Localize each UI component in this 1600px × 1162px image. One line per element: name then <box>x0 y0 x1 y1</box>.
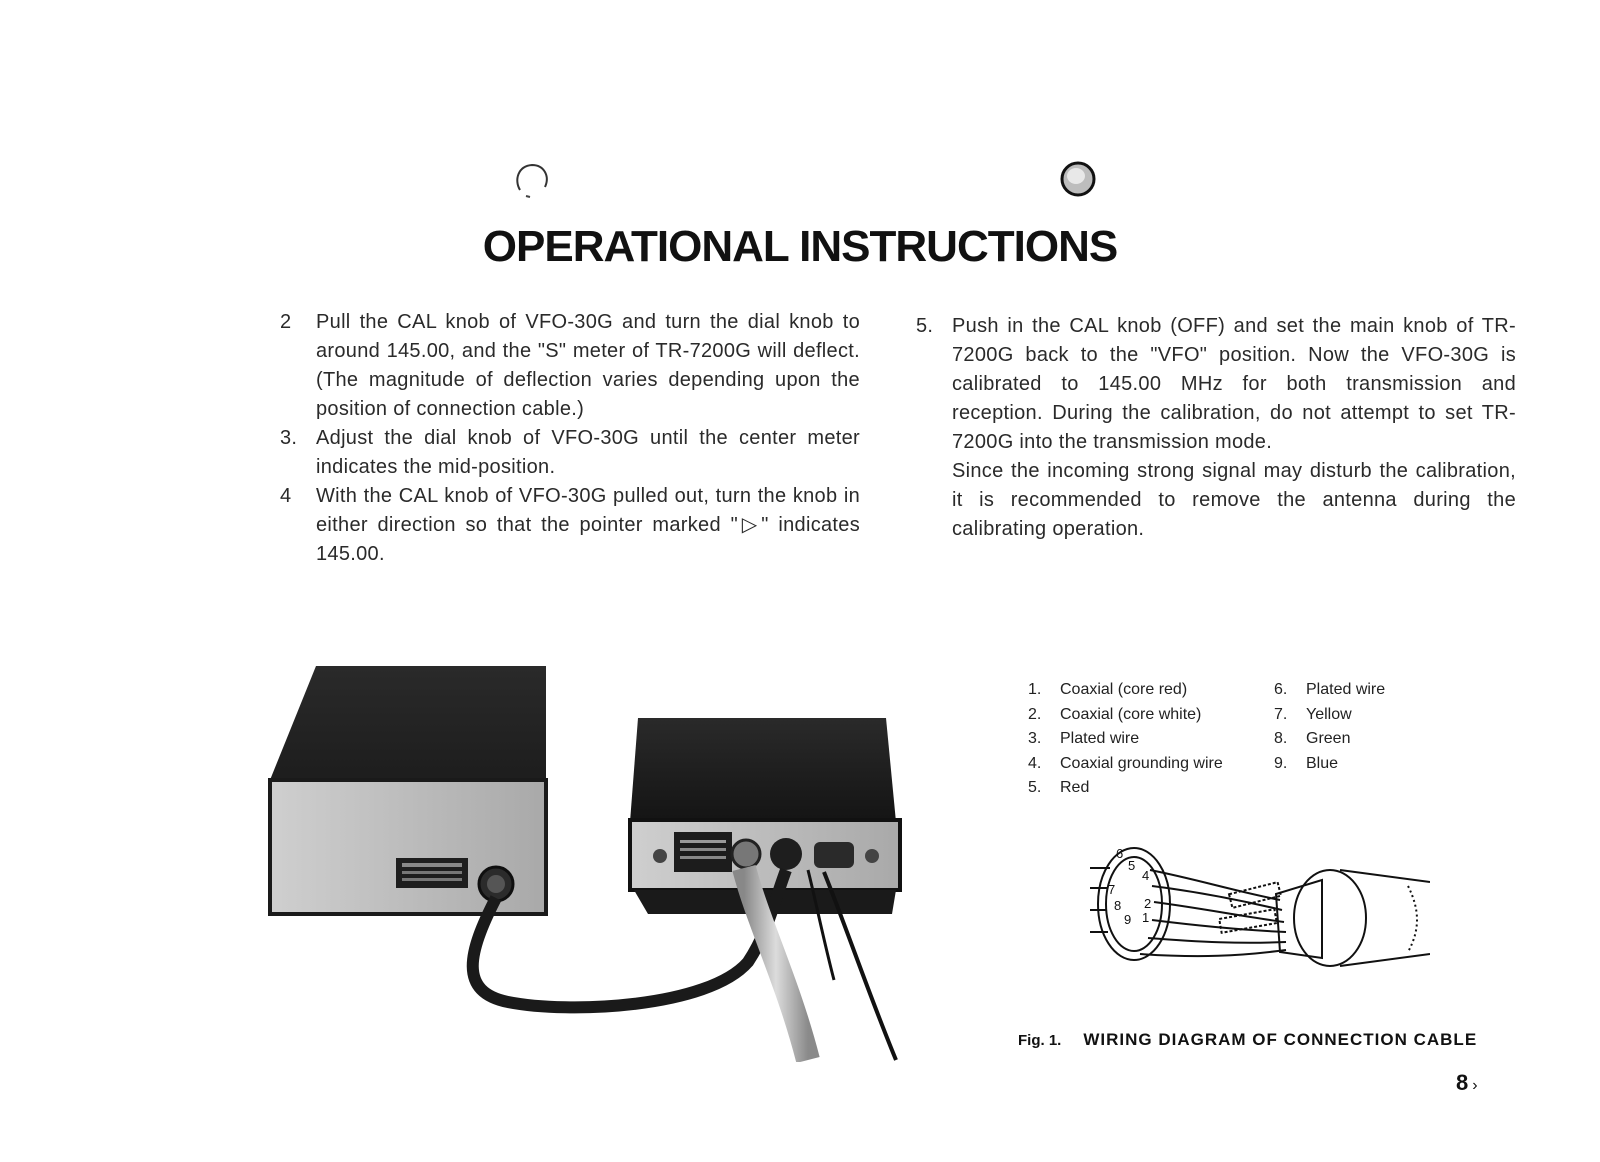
pin-label: 1 <box>1142 910 1150 925</box>
legend-item: 7. Yellow <box>1274 705 1352 723</box>
pin-label: 8 <box>1114 898 1122 913</box>
transceiver-unit <box>630 718 900 914</box>
page-title: OPERATIONAL INSTRUCTIONS <box>482 222 1118 271</box>
legend-item: 4. Coaxial grounding wire <box>1028 754 1223 772</box>
pin-label: 4 <box>1142 868 1150 883</box>
legend-column-2 <box>1274 678 1385 776</box>
vfo-unit <box>270 666 546 914</box>
step-number: 3. <box>280 427 298 449</box>
wiring-diagram <box>1090 830 1430 990</box>
step-text: Pull the CAL knob of VFO-30G and turn the dial knob to around 145.00, and the "S" meter of TR-7200G will deflect. (The magnitude of deflection varies depending upon the position of connection cable.) <box>316 311 860 420</box>
figure-title: WIRING DIAGRAM OF CONNECTION CABLE <box>1083 1030 1478 1049</box>
figure-number: Fig. 1. <box>1018 1032 1062 1049</box>
page-arrow-icon: › <box>1472 1077 1478 1094</box>
legend-column-1 <box>1028 678 1223 801</box>
equipment-photo <box>268 662 928 1062</box>
step-2 <box>280 308 860 424</box>
instructions-right-column <box>916 312 1516 544</box>
step-3 <box>280 424 860 482</box>
pin-label: 5 <box>1128 858 1136 873</box>
legend-item: 3. Plated wire <box>1028 730 1140 747</box>
punch-hole-right <box>1056 158 1100 202</box>
step-note: Since the incoming strong signal may disturb the calibration, it is recommended to remove the antenna during the calibrating operation. <box>952 460 1516 540</box>
page-number: 8 › <box>1456 1070 1478 1095</box>
pin-label: 9 <box>1124 912 1132 927</box>
figure-caption <box>1018 1030 1477 1050</box>
pin-label: 6 <box>1116 846 1124 861</box>
instructions-left-column <box>280 308 860 569</box>
legend-item: 2. Coaxial (core white) <box>1028 705 1202 723</box>
pin-label: 7 <box>1108 882 1116 897</box>
step-text: With the CAL knob of VFO-30G pulled out, turn the knob in either direction so that the pointer marked "▷" indicates 145.00. <box>316 485 860 565</box>
legend-item: 5. Red <box>1028 779 1090 796</box>
step-4 <box>280 482 860 569</box>
pin-label: 2 <box>1144 896 1152 911</box>
step-number: 4 <box>280 485 292 507</box>
punch-hole-left <box>512 160 552 202</box>
step-number: 5. <box>916 315 934 337</box>
step-text: Adjust the dial knob of VFO-30G until the center meter indicates the mid-position. <box>316 427 860 478</box>
step-5 <box>916 312 1516 544</box>
legend-item: 9. Blue <box>1274 754 1339 772</box>
step-number: 2 <box>280 311 292 333</box>
legend-item: 6. Plated wire <box>1274 681 1386 698</box>
step-text: Push in the CAL knob (OFF) and set the main knob of TR-7200G back to the "VFO" position. Now the VFO-30G is calibrated to 145.00 MHz for both transmission and reception. During the calibration, do not attempt to set TR-7200G into the transmission mode. <box>952 315 1516 453</box>
legend-item: 8. Green <box>1274 730 1351 747</box>
legend-item: 1. Coaxial (core red) <box>1028 681 1188 698</box>
